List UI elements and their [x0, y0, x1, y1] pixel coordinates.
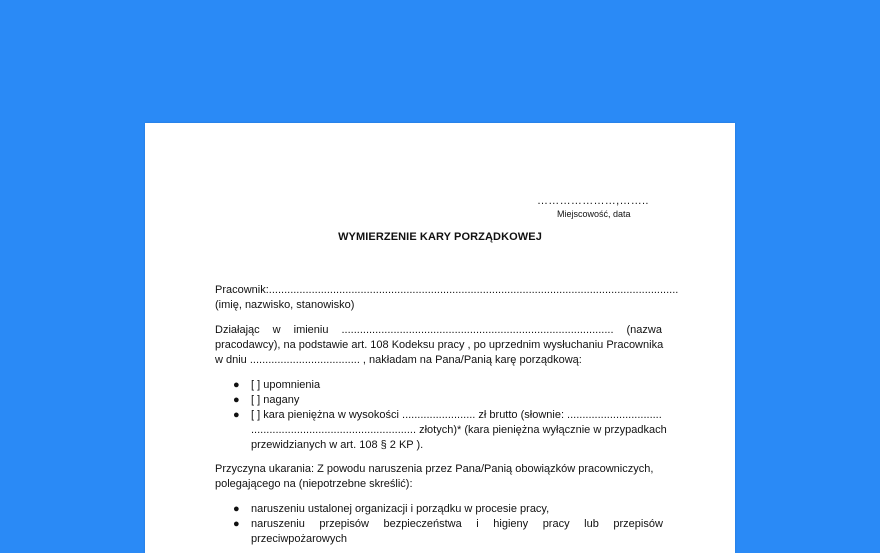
reason-paragraph — [215, 462, 662, 492]
employee-line: Pracownik:...................................................................................................................................... — [215, 284, 679, 296]
acting-word: w — [272, 324, 281, 336]
document-title: WYMIERZENIE KARY PORZĄDKOWEJ — [338, 231, 542, 243]
violation-word: pracy — [542, 518, 570, 530]
bullet-icon: ● — [233, 379, 240, 391]
document-page — [145, 123, 735, 553]
employee-hint: (imię, nazwisko, stanowisko) — [215, 299, 355, 311]
acting-line-1 — [215, 323, 662, 338]
violation-safety-line-2: przeciwpożarowych — [251, 533, 347, 545]
bullet-icon: ● — [233, 394, 240, 406]
acting-word: imieniu — [293, 324, 329, 336]
violation-word: przepisów — [613, 518, 663, 530]
bullet-icon: ● — [233, 409, 240, 421]
violation-word: i — [476, 518, 479, 530]
violation-safety-line-1 — [251, 517, 663, 532]
bullet-icon: ● — [233, 518, 240, 530]
bullet-icon: ● — [233, 503, 240, 515]
violation-organization: naruszeniu ustalonej organizacji i porządku w procesie pracy, — [251, 503, 550, 515]
acting-paragraph — [215, 323, 662, 368]
reason-line-2: polegającego na (niepotrzebne skreślić): — [215, 478, 413, 490]
list-item — [233, 378, 663, 393]
list-item — [233, 393, 663, 408]
penalty-censure: [ ] nagany — [251, 394, 300, 406]
violation-word: lub — [584, 518, 599, 530]
penalty-fine-line-3: przewidzianych w art. 108 § 2 KP ). — [251, 439, 424, 451]
employee-section — [215, 283, 679, 313]
penalty-fine-line-2: ...................................................... złotych)* (kara pieniężna wyłącznie w przypadkach — [251, 424, 667, 436]
list-item — [233, 502, 663, 517]
violation-word: higieny — [493, 518, 529, 530]
place-date-label: Miejscowość, data — [557, 209, 631, 219]
list-item — [233, 517, 663, 547]
penalty-reprimand: [ ] upomnienia — [251, 379, 321, 391]
penalty-fine-line-1: [ ] kara pieniężna w wysokości ........................ zł brutto (słownie: ............................... — [251, 409, 662, 421]
acting-word: ......................................................................................... — [341, 324, 614, 336]
acting-line-2: pracodawcy), na podstawie art. 108 Kodeksu pracy , po uprzednim wysłuchaniu Pracownika — [215, 339, 664, 351]
place-date-dots: …………………,…….. — [537, 195, 649, 207]
violation-list — [233, 502, 663, 547]
acting-word: (nazwa — [626, 324, 662, 336]
penalty-list — [233, 378, 667, 453]
list-item — [233, 408, 667, 453]
violation-word: przepisów — [319, 518, 369, 530]
acting-line-3: w dniu .................................... , nakładam na Pana/Panią karę porządkową: — [215, 354, 582, 366]
violation-word: bezpieczeństwa — [383, 518, 462, 530]
acting-word: Działając — [215, 324, 260, 336]
violation-word: naruszeniu — [251, 518, 305, 530]
reason-line-1: Przyczyna ukarania: Z powodu naruszenia przez Pana/Panią obowiązków pracowniczych, — [215, 463, 654, 475]
